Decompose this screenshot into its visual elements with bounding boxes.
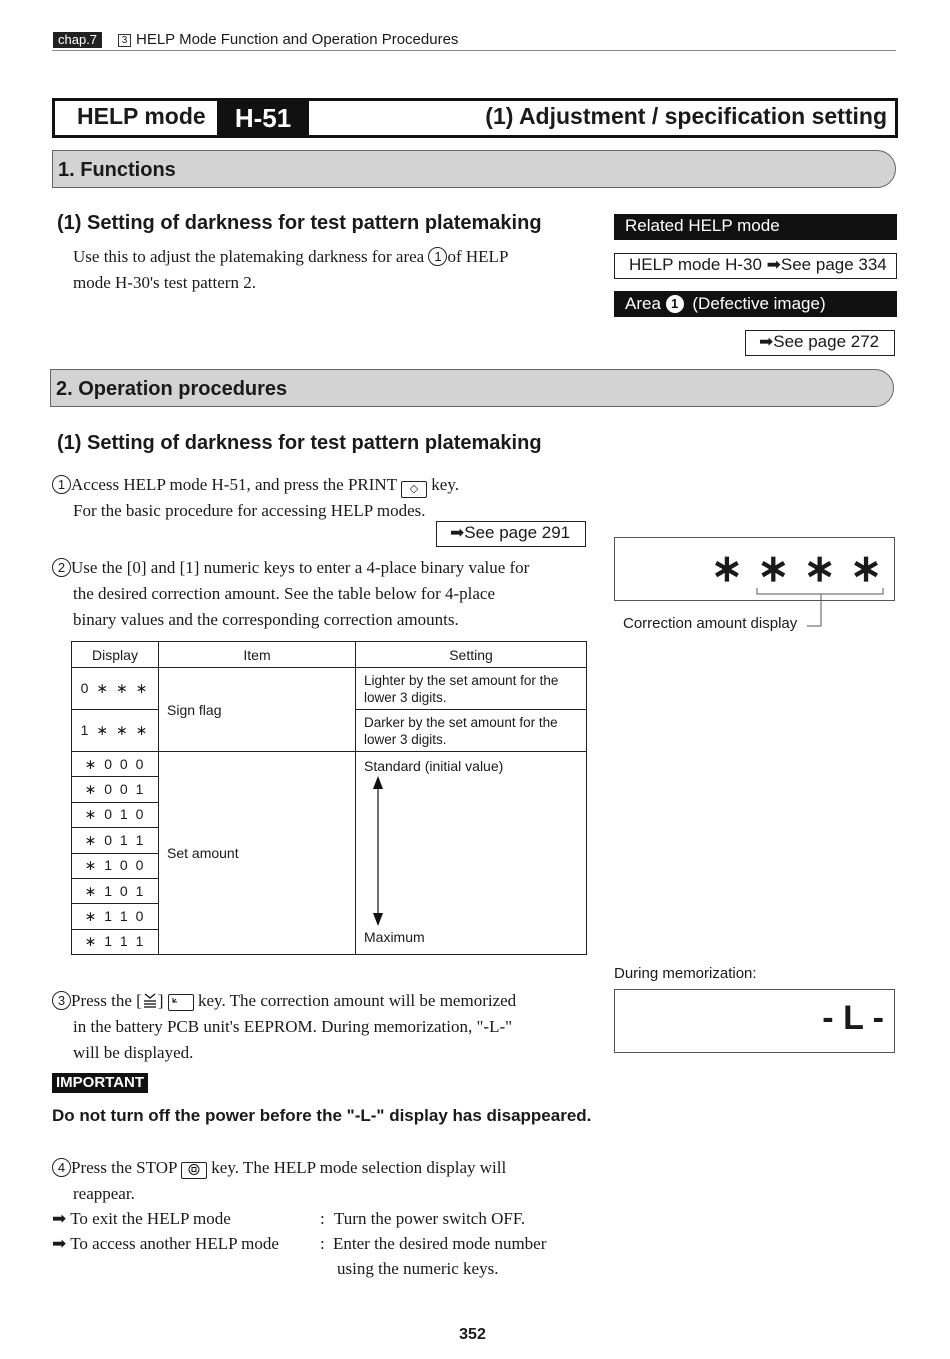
important-text: Do not turn off the power before the "-L-" display has disappeared. (52, 1106, 592, 1125)
step-3-number: 3 (52, 991, 71, 1010)
setting-maximum-label: Maximum (364, 929, 425, 945)
chapter-tag: chap.7 (53, 32, 102, 48)
table-header-row (72, 642, 587, 668)
memory-key-icon (142, 992, 158, 1008)
step-1: 1 Access HELP mode H-51, and press the PRINT ◇ key. For the basic procedure for accessing HELP modes. (52, 472, 592, 524)
stop-glyph-icon (187, 1163, 201, 1176)
display-cell: ∗ 1 0 0 (72, 853, 159, 878)
page-number: 352 (459, 1326, 486, 1343)
setting-cell: Lighter by the set amount for the lower 3 digits. (356, 668, 587, 710)
area-defective-image-label: Area 1 (Defective image) (614, 291, 897, 317)
correction-display-value: ∗ ∗ ∗ ∗ (710, 548, 884, 590)
scale-double-arrow-icon (370, 776, 386, 926)
area-1-circle: 1 (428, 247, 447, 266)
related-help-label: Related HELP mode (614, 214, 897, 240)
memorization-display-panel (614, 989, 895, 1053)
print-key-icon: ◇ (401, 481, 427, 498)
functions-description: Use this to adjust the platemaking darkness for area 1 of HELP mode H-30's test pattern 2. (73, 247, 509, 292)
stop-key-icon (181, 1162, 207, 1179)
step-2-number: 2 (52, 558, 71, 577)
table-row (72, 752, 587, 777)
area-number-badge: 1 (666, 295, 684, 313)
correction-table (71, 641, 587, 955)
step-3: 3 Press the [ ] key. The correction amount will be memorized in the battery PCB unit's EEPROM. During memorization, "-L-" will be displayed. (52, 988, 597, 1066)
enter-key-icon (168, 994, 194, 1011)
operation-subheading: (1) Setting of darkness for test pattern platemaking (57, 432, 542, 454)
header-display: Display (72, 642, 159, 668)
step-4-number: 4 (52, 1158, 71, 1177)
display-cell: ∗ 1 1 1 (72, 929, 159, 954)
operation-heading: 2. Operation procedures (50, 369, 894, 407)
amount-setting-cell (356, 752, 587, 955)
step-2: 2 Use the [0] and [1] numeric keys to enter a 4-place binary value for the desired correction amount. See the table below for 4-place binary values and the corresponding correction amounts. (52, 555, 597, 633)
header-setting: Setting (356, 642, 587, 668)
section-number-box: 3 (118, 34, 131, 47)
display-cell: ∗ 1 0 1 (72, 878, 159, 903)
related-link-page-272[interactable]: ➡See page 272 (745, 330, 895, 356)
display-cell: 1 ∗ ∗ ∗ (72, 710, 159, 752)
step-1-number: 1 (52, 475, 71, 494)
related-link-h30[interactable]: HELP mode H-30 ➡See page 334 (614, 253, 897, 279)
arrow-right-icon: ➡ (52, 1234, 67, 1253)
mode-code: H-51 (217, 101, 309, 135)
memorization-display-value: - L - (822, 999, 884, 1037)
display-cell: ∗ 1 1 0 (72, 904, 159, 929)
access-row: ➡ To access another HELP mode : Enter the desired mode number (52, 1234, 547, 1253)
functions-subheading: (1) Setting of darkness for test pattern platemaking (57, 212, 542, 234)
table-row (72, 668, 587, 710)
access-row-continuation: using the numeric keys. (337, 1259, 499, 1278)
enter-key-glyph-icon (170, 995, 192, 1008)
display-cell: ∗ 0 1 0 (72, 802, 159, 827)
display-cell: ∗ 0 1 1 (72, 828, 159, 853)
exit-row: ➡ To exit the HELP mode : Turn the power switch OFF. (52, 1209, 526, 1228)
step-4: 4 Press the STOP key. The HELP mode selection display will reappear. (52, 1155, 597, 1207)
page-title: (1) Adjustment / specification setting (485, 103, 887, 129)
header-section-title: HELP Mode Function and Operation Procedures (136, 31, 459, 48)
display-cell: ∗ 0 0 1 (72, 777, 159, 802)
link-page-291[interactable]: ➡See page 291 (436, 521, 586, 547)
functions-heading: 1. Functions (52, 150, 896, 188)
header-rule (52, 50, 896, 51)
setting-cell: Darker by the set amount for the lower 3 digits. (356, 710, 587, 752)
header-item: Item (159, 642, 356, 668)
display-cell: 0 ∗ ∗ ∗ (72, 668, 159, 710)
important-badge: IMPORTANT (52, 1073, 148, 1093)
title-bar (52, 98, 898, 138)
arrow-right-icon: ➡ (52, 1209, 67, 1228)
memorization-label: During memorization: (614, 965, 757, 982)
set-amount-item: Set amount (159, 752, 356, 955)
correction-display-label: Correction amount display (623, 615, 798, 632)
sign-flag-item: Sign flag (159, 668, 356, 752)
mode-label: HELP mode (77, 103, 206, 129)
setting-standard-label: Standard (initial value) (364, 758, 504, 774)
display-cell: ∗ 0 0 0 (72, 752, 159, 777)
